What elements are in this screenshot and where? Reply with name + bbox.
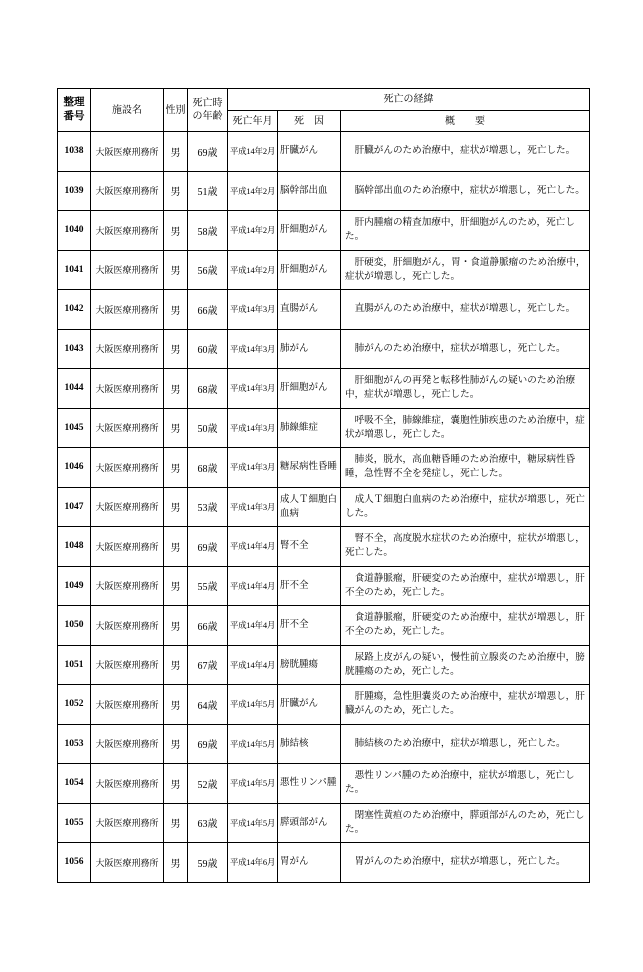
summary-cell: 腎不全，高度脱水症状のため治療中，症状が増悪し，死亡した。 [341, 527, 590, 567]
facility-name-cell: 大阪医療刑務所 [91, 527, 164, 567]
summary-cell: 肝硬変，肝細胞がん，胃・食道静脈瘤のため治療中，症状が増悪し，死亡した。 [341, 250, 590, 290]
death-date-cell: 平成14年3月 [228, 329, 278, 369]
facility-name-cell: 大阪医療刑務所 [91, 369, 164, 409]
age-at-death-cell: 53歳 [188, 487, 228, 527]
sex-cell: 男 [164, 408, 188, 448]
facility-name-cell: 大阪医療刑務所 [91, 843, 164, 883]
cause-of-death-cell: 肝細胞がん [278, 369, 341, 409]
summary-cell: 肺がんのため治療中，症状が増悪し，死亡した。 [341, 329, 590, 369]
death-date-cell: 平成14年5月 [228, 685, 278, 725]
age-at-death-cell: 66歳 [188, 290, 228, 330]
record-number-cell: 1046 [58, 448, 91, 488]
sex-cell: 男 [164, 132, 188, 172]
death-date-cell: 平成14年3月 [228, 290, 278, 330]
death-date-cell: 平成14年4月 [228, 645, 278, 685]
facility-name-cell: 大阪医療刑務所 [91, 803, 164, 843]
age-at-death-cell: 52歳 [188, 764, 228, 804]
cause-of-death-cell: 肝臓がん [278, 685, 341, 725]
death-date-cell: 平成14年5月 [228, 764, 278, 804]
cause-of-death-cell: 肝臓がん [278, 132, 341, 172]
sex-cell: 男 [164, 724, 188, 764]
table-row [58, 645, 590, 685]
cause-of-death-cell: 胃がん [278, 843, 341, 883]
facility-name-cell: 大阪医療刑務所 [91, 329, 164, 369]
summary-cell: 食道静脈瘤，肝硬変のため治療中，症状が増悪し，肝不全のため，死亡した。 [341, 606, 590, 646]
sex-cell: 男 [164, 250, 188, 290]
death-date-cell: 平成14年3月 [228, 448, 278, 488]
record-number-cell: 1038 [58, 132, 91, 172]
age-at-death-cell: 59歳 [188, 843, 228, 883]
header-sex: 性別 [164, 89, 188, 132]
sex-cell: 男 [164, 685, 188, 725]
facility-name-cell: 大阪医療刑務所 [91, 171, 164, 211]
summary-cell: 食道静脈瘤，肝硬変のため治療中，症状が増悪し，肝不全のため，死亡した。 [341, 566, 590, 606]
sex-cell: 男 [164, 764, 188, 804]
header-record-number-line-2: 番号 [63, 111, 85, 122]
record-number-cell: 1049 [58, 566, 91, 606]
cause-of-death-cell: 肝不全 [278, 566, 341, 606]
cause-of-death-cell: 成人Ｔ細胞白血病 [278, 487, 341, 527]
table-row [58, 171, 590, 211]
record-number-cell: 1053 [58, 724, 91, 764]
header-age-line-1: 死亡時 [192, 98, 223, 109]
sex-cell: 男 [164, 843, 188, 883]
table-row [58, 685, 590, 725]
document-sheet [57, 88, 590, 883]
death-date-cell: 平成14年2月 [228, 250, 278, 290]
summary-cell: 肝腫瘍，急性胆嚢炎のため治療中，症状が増悪し，肝臓がんのため，死亡した。 [341, 685, 590, 725]
summary-cell: 肝細胞がんの再発と転移性肺がんの疑いのため治療中，症状が増悪し，死亡した。 [341, 369, 590, 409]
header-summary: 概 要 [341, 111, 590, 132]
death-date-cell: 平成14年2月 [228, 171, 278, 211]
record-number-cell: 1045 [58, 408, 91, 448]
facility-name-cell: 大阪医療刑務所 [91, 408, 164, 448]
table-row [58, 724, 590, 764]
summary-cell: 胃がんのため治療中，症状が増悪し，死亡した。 [341, 843, 590, 883]
summary-cell: 肺炎，脱水，高血糖昏睡のため治療中，糖尿病性昏睡，急性腎不全を発症し，死亡した。 [341, 448, 590, 488]
age-at-death-cell: 68歳 [188, 369, 228, 409]
death-records-table [57, 88, 590, 883]
table-header [58, 89, 590, 132]
cause-of-death-cell: 悪性リンパ腫 [278, 764, 341, 804]
record-number-cell: 1047 [58, 487, 91, 527]
death-date-cell: 平成14年6月 [228, 843, 278, 883]
facility-name-cell: 大阪医療刑務所 [91, 566, 164, 606]
table-row [58, 606, 590, 646]
age-at-death-cell: 69歳 [188, 132, 228, 172]
sex-cell: 男 [164, 211, 188, 251]
facility-name-cell: 大阪医療刑務所 [91, 290, 164, 330]
summary-cell: 閉塞性黄疸のため治療中，膵頭部がんのため，死亡した。 [341, 803, 590, 843]
facility-name-cell: 大阪医療刑務所 [91, 132, 164, 172]
header-age [188, 89, 228, 132]
summary-cell: 肝臓がんのため治療中，症状が増悪し，死亡した。 [341, 132, 590, 172]
cause-of-death-cell: 肝細胞がん [278, 211, 341, 251]
table-row [58, 290, 590, 330]
cause-of-death-cell: 膀胱腫瘍 [278, 645, 341, 685]
table-row [58, 329, 590, 369]
header-row-top [58, 89, 590, 111]
table-row [58, 408, 590, 448]
table-row [58, 250, 590, 290]
age-at-death-cell: 55歳 [188, 566, 228, 606]
summary-cell: 呼吸不全，肺線維症，嚢胞性肺疾患のため治療中，症状が増悪し，死亡した。 [341, 408, 590, 448]
death-date-cell: 平成14年2月 [228, 211, 278, 251]
cause-of-death-cell: 肺結核 [278, 724, 341, 764]
header-death-date: 死亡年月 [228, 111, 278, 132]
death-date-cell: 平成14年5月 [228, 803, 278, 843]
summary-cell: 肝内腫瘤の精査加療中，肝細胞がんのため，死亡した。 [341, 211, 590, 251]
age-at-death-cell: 66歳 [188, 606, 228, 646]
death-date-cell: 平成14年3月 [228, 487, 278, 527]
sex-cell: 男 [164, 606, 188, 646]
record-number-cell: 1050 [58, 606, 91, 646]
header-record-number [58, 89, 91, 132]
facility-name-cell: 大阪医療刑務所 [91, 250, 164, 290]
age-at-death-cell: 64歳 [188, 685, 228, 725]
cause-of-death-cell: 腎不全 [278, 527, 341, 567]
death-date-cell: 平成14年3月 [228, 408, 278, 448]
table-row [58, 527, 590, 567]
table-row [58, 764, 590, 804]
death-date-cell: 平成14年4月 [228, 566, 278, 606]
age-at-death-cell: 51歳 [188, 171, 228, 211]
age-at-death-cell: 58歳 [188, 211, 228, 251]
record-number-cell: 1043 [58, 329, 91, 369]
header-death-details: 死亡の経緯 [228, 89, 590, 111]
summary-cell: 直腸がんのため治療中，症状が増悪し，死亡した。 [341, 290, 590, 330]
cause-of-death-cell: 肺線維症 [278, 408, 341, 448]
facility-name-cell: 大阪医療刑務所 [91, 606, 164, 646]
table-body [58, 132, 590, 883]
death-date-cell: 平成14年5月 [228, 724, 278, 764]
age-at-death-cell: 63歳 [188, 803, 228, 843]
cause-of-death-cell: 膵頭部がん [278, 803, 341, 843]
record-number-cell: 1051 [58, 645, 91, 685]
cause-of-death-cell: 肝不全 [278, 606, 341, 646]
facility-name-cell: 大阪医療刑務所 [91, 764, 164, 804]
header-age-line-2: の年齢 [192, 111, 223, 122]
record-number-cell: 1054 [58, 764, 91, 804]
record-number-cell: 1056 [58, 843, 91, 883]
record-number-cell: 1048 [58, 527, 91, 567]
summary-cell: 尿路上皮がんの疑い，慢性前立腺炎のため治療中，膀胱腫瘍のため，死亡した。 [341, 645, 590, 685]
facility-name-cell: 大阪医療刑務所 [91, 211, 164, 251]
summary-cell: 脳幹部出血のため治療中，症状が増悪し，死亡した。 [341, 171, 590, 211]
sex-cell: 男 [164, 290, 188, 330]
age-at-death-cell: 56歳 [188, 250, 228, 290]
age-at-death-cell: 69歳 [188, 724, 228, 764]
cause-of-death-cell: 直腸がん [278, 290, 341, 330]
header-facility: 施設名 [91, 89, 164, 132]
sex-cell: 男 [164, 645, 188, 685]
record-number-cell: 1042 [58, 290, 91, 330]
table-row [58, 566, 590, 606]
cause-of-death-cell: 肝細胞がん [278, 250, 341, 290]
table-row [58, 843, 590, 883]
facility-name-cell: 大阪医療刑務所 [91, 685, 164, 725]
facility-name-cell: 大阪医療刑務所 [91, 448, 164, 488]
sex-cell: 男 [164, 448, 188, 488]
death-date-cell: 平成14年4月 [228, 606, 278, 646]
record-number-cell: 1039 [58, 171, 91, 211]
death-date-cell: 平成14年3月 [228, 369, 278, 409]
summary-cell: 成人Ｔ細胞白血病のため治療中，症状が増悪し，死亡した。 [341, 487, 590, 527]
header-cause: 死 因 [278, 111, 341, 132]
sex-cell: 男 [164, 329, 188, 369]
sex-cell: 男 [164, 171, 188, 211]
age-at-death-cell: 50歳 [188, 408, 228, 448]
table-row [58, 487, 590, 527]
table-row [58, 448, 590, 488]
age-at-death-cell: 69歳 [188, 527, 228, 567]
header-record-number-line-1: 整理 [63, 97, 85, 108]
cause-of-death-cell: 脳幹部出血 [278, 171, 341, 211]
table-row [58, 132, 590, 172]
record-number-cell: 1040 [58, 211, 91, 251]
sex-cell: 男 [164, 369, 188, 409]
record-number-cell: 1041 [58, 250, 91, 290]
cause-of-death-cell: 糖尿病性昏睡 [278, 448, 341, 488]
facility-name-cell: 大阪医療刑務所 [91, 645, 164, 685]
age-at-death-cell: 67歳 [188, 645, 228, 685]
age-at-death-cell: 68歳 [188, 448, 228, 488]
table-row [58, 369, 590, 409]
sex-cell: 男 [164, 803, 188, 843]
facility-name-cell: 大阪医療刑務所 [91, 487, 164, 527]
facility-name-cell: 大阪医療刑務所 [91, 724, 164, 764]
summary-cell: 肺結核のため治療中，症状が増悪し，死亡した。 [341, 724, 590, 764]
death-date-cell: 平成14年4月 [228, 527, 278, 567]
age-at-death-cell: 60歳 [188, 329, 228, 369]
table-row [58, 803, 590, 843]
record-number-cell: 1044 [58, 369, 91, 409]
sex-cell: 男 [164, 566, 188, 606]
cause-of-death-cell: 肺がん [278, 329, 341, 369]
record-number-cell: 1055 [58, 803, 91, 843]
summary-cell: 悪性リンパ腫のため治療中，症状が増悪し，死亡した。 [341, 764, 590, 804]
table-row [58, 211, 590, 251]
death-date-cell: 平成14年2月 [228, 132, 278, 172]
sex-cell: 男 [164, 487, 188, 527]
sex-cell: 男 [164, 527, 188, 567]
record-number-cell: 1052 [58, 685, 91, 725]
